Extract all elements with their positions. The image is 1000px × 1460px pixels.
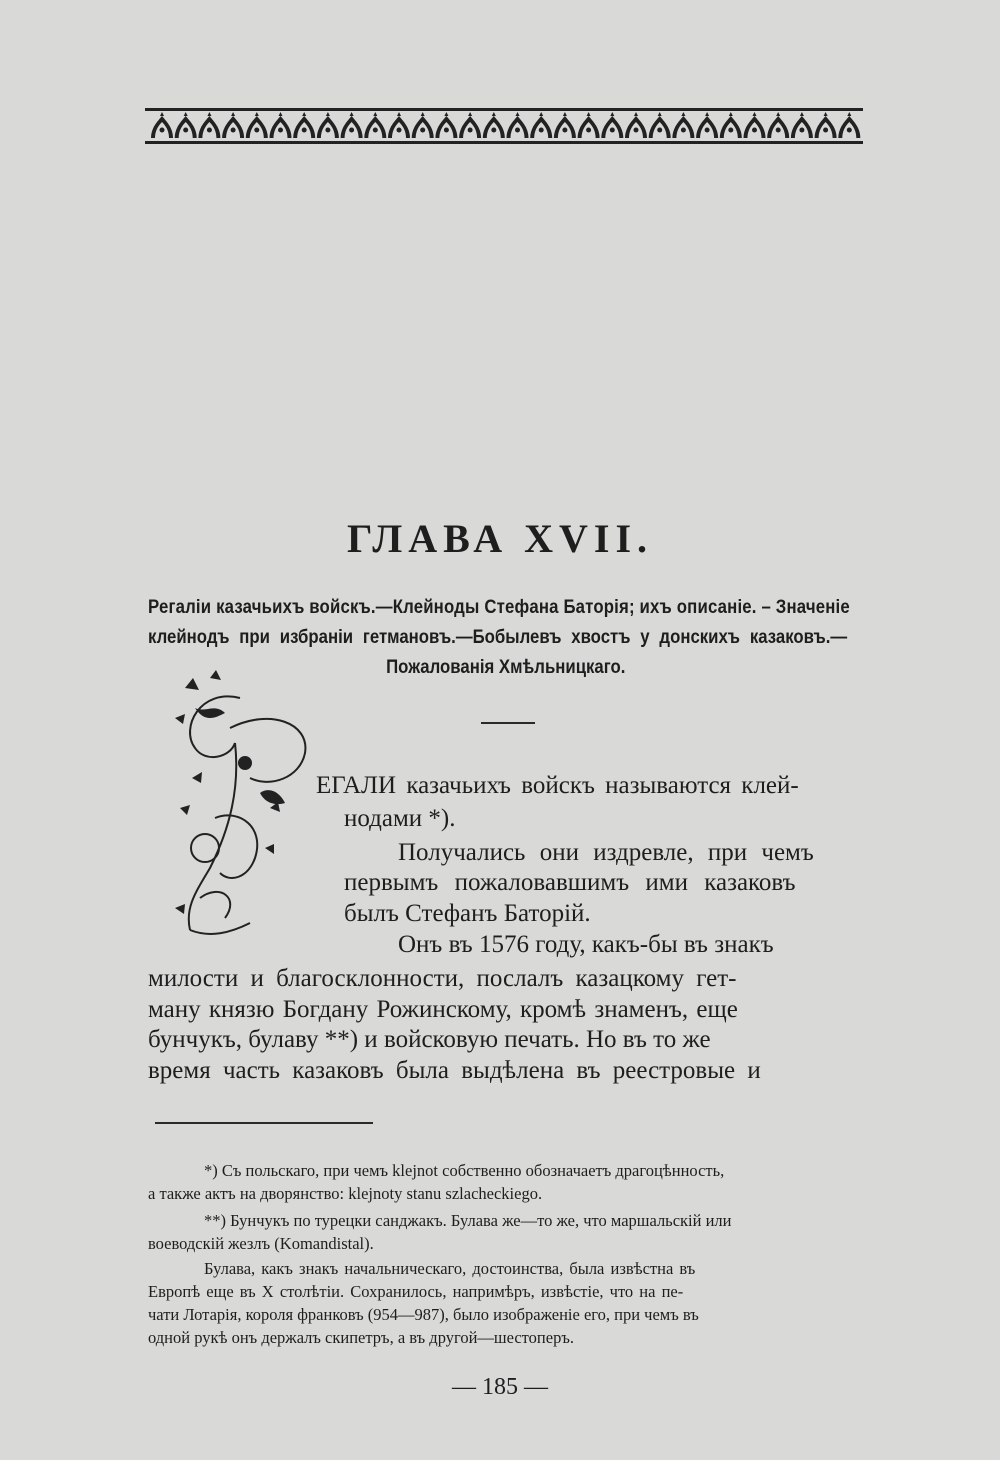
- body-line: милости и благосклонности, послалъ казацкому гет-: [148, 965, 737, 992]
- footnote-line: одной рукѣ онъ держалъ скипетръ, а въ другой—шестоперъ.: [148, 1328, 574, 1347]
- summary-line: Регалiи казачьихъ войскъ.—Клейноды Стефана Баторiя; ихъ описанiе. – Значенiе: [148, 596, 850, 618]
- ornamental-headband: [145, 108, 863, 144]
- footnote-line: **) Бунчукъ по турецки санджакъ. Булава же—то же, что маршальскiй или: [204, 1211, 732, 1230]
- body-line: ЕГАЛИ казачьихъ войскъ называются клей-: [316, 772, 799, 799]
- footnote-line: *) Съ польскаго, при чемъ klejnot собственно обозначаетъ драгоцѣнность,: [204, 1161, 725, 1180]
- footnote-line: чати Лотарiя, короля франковъ (954—987), было изображенiе его, при чемъ въ: [148, 1305, 699, 1324]
- body-line: бунчукъ, булаву **) и войсковую печать. Но въ то же: [148, 1026, 711, 1053]
- summary-line: Пожалованiя Хмѣльницкаго.: [386, 656, 626, 678]
- section-divider: [481, 722, 535, 724]
- chapter-title: ГЛАВА XVII.: [346, 516, 654, 561]
- body-line: первымъ пожаловавшимъ ими казаковъ: [344, 869, 796, 896]
- footnote-line: Булава, какъ знакъ начальническаго, достоинства, была извѣстна въ: [204, 1259, 696, 1278]
- footnote-line: а также актъ на дворянство: klejnoty stanu szlacheckiego.: [148, 1184, 543, 1203]
- body-line: Онъ въ 1576 году, какъ-бы въ знакъ: [398, 931, 774, 958]
- page-number: — 185 —: [452, 1374, 548, 1400]
- footnote-rule: [155, 1122, 373, 1124]
- decorative-initial-r: [170, 668, 320, 948]
- footnote-line: воеводскiй жезлъ (Komandistal).: [148, 1234, 374, 1253]
- body-line: нодами *).: [344, 805, 456, 832]
- body-line: былъ Стефанъ Баторiй.: [344, 900, 591, 927]
- summary-line: клейнодъ при избранiи гетмановъ.—Бобылевъ хвостъ у донскихъ казаковъ.—: [148, 626, 848, 648]
- body-line: время часть казаковъ была выдѣлена въ реестровые и: [148, 1057, 761, 1084]
- body-line: Получались они издревле, при чемъ: [398, 839, 814, 866]
- footnote-line: Европѣ еще въ X столѣтiи. Сохранилось, напримѣръ, извѣстiе, что на пе-: [148, 1282, 684, 1301]
- body-line: ману князю Богдану Рожинскому, кромѣ знаменъ, еще: [148, 996, 738, 1023]
